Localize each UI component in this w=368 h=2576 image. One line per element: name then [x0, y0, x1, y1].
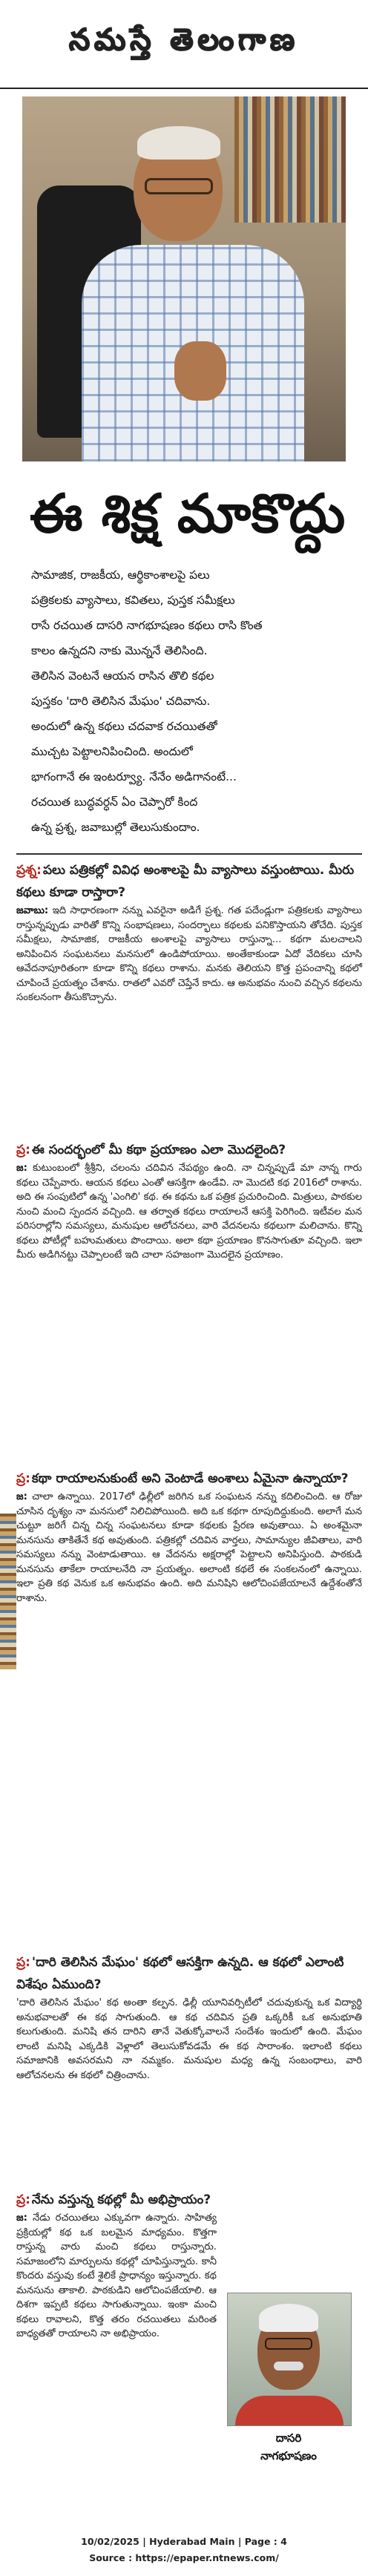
qa-item-1	[16, 859, 362, 1005]
masthead	[0, 0, 368, 89]
question-label: ప్ర:	[16, 1471, 30, 1486]
question-text: ఈ సందర్భంలో మీ కథా ప్రయాణం ఎలా మొదలైంది?	[31, 1143, 286, 1157]
question	[16, 1468, 362, 1490]
question-label: ప్ర:	[16, 2192, 30, 2207]
answer-label: జవాబు:	[16, 905, 49, 916]
portrait-glasses	[265, 2338, 312, 2350]
intro-line: రాసే రచయిత దాసరి నాగభూషణం కథలు రాసి కొంత	[31, 619, 263, 632]
answer-label: జ:	[16, 1491, 27, 1502]
answer	[16, 1490, 362, 1606]
glasses-image	[145, 178, 213, 194]
intro-line: రచయిత బుద్ధవర్ధన్‌ ఏం చెప్పారో కింద	[31, 795, 198, 809]
intro-line: పత్రికలకు వ్యాసాలు, కవితలు, పుస్తక సమీక్షలు	[31, 594, 235, 607]
answer-label: జ:	[16, 1163, 27, 1174]
hair-image	[137, 126, 220, 160]
intro-line: సామాజిక, రాజకీయ, ఆర్థికాంశాలపై పలు	[31, 568, 210, 582]
footer-source: Source : https://epaper.ntnews.com/	[89, 2552, 279, 2563]
portrait-hair	[259, 2304, 318, 2332]
portrait-mustache	[274, 2362, 303, 2370]
intro-line: ఉన్న ప్రశ్న, జవాబుల్లో తెలుసుకుందాం.	[31, 821, 200, 834]
intro-line: పుస్తకం 'దారి తెలిసిన మేఘం' చదివాను.	[31, 694, 211, 708]
answer	[16, 904, 362, 1005]
qa-item-5	[16, 2189, 217, 2342]
author-caption	[227, 2429, 350, 2465]
question-label: ప్ర:	[16, 1955, 30, 1970]
question-label: ప్ర:	[16, 1143, 30, 1157]
bookshelf-image	[234, 96, 346, 223]
question	[16, 1951, 362, 1996]
portrait-shirt	[235, 2396, 344, 2426]
question	[16, 1139, 362, 1161]
page-footer	[0, 2534, 368, 2566]
question-label: ప్రశ్న:	[16, 863, 42, 878]
question	[16, 859, 362, 904]
author-photo	[22, 96, 346, 461]
section-divider	[16, 853, 362, 855]
intro-line: ముచ్చట పెట్టాలనిపించింది. అందులో	[31, 745, 193, 758]
qa-item-3	[16, 1468, 362, 1606]
answer-text: ఇది సాధారణంగా నన్ను ఎవరైనా అడిగే ప్రశ్న. గత పదేండ్లుగా పత్రికలకు వ్యాసాలు రాస్తున్నప్పుడు వారితో కొన్ని సంభాషణలు, సందర్భాలు కథలకు పనికొస్తాయని తోచేది. పుస్తక సమీక్షలు, సామాజిక, రాజకీయ అంశాలపై వ్యాసాలు రాస్తున్నా... కథగా మలచాలని అనిపించిన సంఘటనలు మనసులో ఉండిపోయాయి. అంతేకాకుండా ఏదో వేదికలు చూసి ఆవేదనాపూరితంగా కూడా కొన్ని కథలు రాశాను. మనకు తెలియని కొత్త ప్రపంచాన్ని కథలో చూపించే ప్రయత్నం చేశాను. రాతలో ఎవరో చెప్తేనే కాదు. ఆ అనుభవం నుంచి వచ్చిన కథలను సంకలనంగా తీసుకొచ్చాను.	[16, 905, 362, 1003]
question-text: నేను వస్తున్న కథల్లో మీ అభిప్రాయం?	[31, 2192, 211, 2207]
question-text: పలు పత్రికల్లో వివిధ అంశాలపై మీ వ్యాసాలు వస్తుంటాయి. మీరు కథలు కూడా రాస్తారా?	[16, 863, 355, 900]
answer-text: నేడు రచయితలు ఎక్కువగా ఉన్నారు. సాహిత్య ప్రక్రియల్లో కథ ఒక బలమైన మాధ్యమం. కొత్తగా రాస్తున్న వారు మంచి కథలు రాస్తున్నారు. సమాజంలోని మార్పులను కథల్లో చూపిస్తున్నారు. కానీ కొందరు వస్తువు కంటే శైలికే ప్రాధాన్యం ఇస్తున్నారు. కథ మనసును తాకాలి. పాఠకుడిని ఆలోచింపజేయాలి. ఆ దిశగా ఇప్పటి కథలు సాగుతున్నాయి. ఇంకా మంచి కథలు రావాలని, కొత్త తరం రచయితలు మరింత బాధ్యతతో రాయాలని నా అభిప్రాయం.	[16, 2212, 217, 2339]
hand-image	[174, 341, 226, 401]
qa-item-2	[16, 1139, 362, 1263]
answer	[16, 1996, 362, 2083]
answer-text: 'దారి తెలిసిన మేఘం' కథ అంతా కల్పన. ఢిల్లీ యూనివర్సిటీలో చదువుకున్న ఒక విద్యార్థి అనుభవాలతో ఈ కథ సాగుతుంది. ఆ కథ చదివిన ప్రతి ఒక్కరికీ ఒక అనుభూతి కలుగుతుంది. మనిషి తన దారిని తానే వెతుక్కోవాలనే సందేశం ఇందులో ఉంది. మేఘం లాంటి మనిషి ఎక్కడికి వెళ్లాలో తెలుసుకోవడమే ఈ కథ సారాంశం. ఇలాంటి కథలు సమాజానికి అవసరమని నా నమ్మకం. మనుషుల మధ్య ఉన్న సంబంధాలు, వారి ఆలోచనలను ఈ కథలో చిత్రించాను.	[16, 1997, 362, 2081]
intro-line: తెలిసిన వెంటనే ఆయన రాసిన తొలి కథల	[31, 669, 214, 683]
author-name-line1: దాసరి	[275, 2431, 302, 2445]
author-portrait	[227, 2293, 352, 2426]
answer-text: చాలా ఉన్నాయి. 2017లో ఢిల్లీలో జరిగిన ఒక సంఘటన నన్ను కదిలించింది. ఆ రోజు చూసిన దృశ్యం నా మనసులో నిలిచిపోయింది. అది ఒక కథగా రూపుదిద్దుకుంది. అలాగే మన చుట్టూ జరిగే చిన్న చిన్న సంఘటనలు కూడా కథలకు ప్రేరణ అవుతాయి. ఏ అంశమైనా మనసును తాకితేనే కథ అవుతుంది. పత్రికల్లో చదివిన వార్తలు, సామాన్యుల జీవితాలు, వారి సమస్యలు నన్ను వెంటాడుతాయి. ఆ వేదనను అక్షరాల్లో పెట్టాలని అనిపిస్తుంది. పాఠకుడి మనసును తాకేలా రాయాలనేది నా ప్రయత్నం. అలాంటి కథలే ఈ సంకలనంలో ఉన్నాయి. ఇలా ప్రతి కథ వెనుక ఒక అనుభవం ఉంది. అది మనిషిని ఆలోచింపజేయాలనే ఉద్దేశంతోనే రాశాను.	[16, 1491, 362, 1604]
question	[16, 2189, 217, 2211]
question-text: 'దారి తెలిసిన మేఘం' కథలో ఆసక్తిగా ఉన్నది. ఆ కథలో ఎలాంటి విశేషం ఏముంది?	[16, 1955, 344, 1992]
intro-line: భాగంగానే ఈ ఇంటర్వ్యూ. నేనేం అడిగానంటే...	[31, 770, 237, 783]
answer-text: కుటుంబంలో శ్రీశ్రీని, చలంను చదివిన నేపథ్యం ఉంది. నా చిన్నప్పుడే మా నాన్న గారు కథలు చెప్పేవారు. ఆయన కథలు ఎంతో ఆసక్తిగా ఉండేవి. నా మొదటి కథ 2016లో రాశాను. అది ఈ సంపుటిలో ఉన్న 'ఎంగిలి' కథ. ఈ కథను ఒక పత్రిక ప్రచురించింది. మిత్రులు, పాఠకుల నుంచి మంచి స్పందన వచ్చింది. ఆ తర్వాత కథలు రాయాలనే ఆసక్తి పెరిగింది. ఇటీవల మన పరిసరాల్లోని సమస్యలు, మనుషుల ఆలోచనలు, వారి వేదనలను కథలుగా మలిచాను. కొన్ని కథలు పోటీల్లో బహుమతులు పొందాయి. అలా కథా ప్రయాణం కొనసాగుతూ వచ్చింది. ఇలా మీరు అడిగినట్టు చెప్పాలంటే ఇది చాలా సహజంగా మొదలైన ప్రయాణం.	[16, 1163, 362, 1261]
author-name-line2: నాగభూషణం	[260, 2449, 317, 2462]
article-intro	[31, 562, 355, 840]
bookshelf-strip	[0, 1514, 16, 1669]
newspaper-title: నమస్తే తెలంగాణ	[68, 23, 300, 57]
article-headline: ఈ శిక్ష మాకొద్దు	[30, 482, 346, 545]
answer-label: జ:	[16, 2212, 27, 2224]
answer	[16, 1161, 362, 1263]
qa-item-4	[16, 1951, 362, 2083]
answer	[16, 2211, 217, 2342]
question-text: కథా రాయాలనుకుంటే అని వెంటాడే అంశాలు ఏమైనా ఉన్నాయా?	[31, 1471, 349, 1486]
intro-line: కాలం ఉన్నదని నాకు మొన్ననే తెలిసింది.	[31, 644, 208, 657]
intro-line: అందులో ఉన్న కథలు చదవాక రచయితతో	[31, 720, 217, 733]
footer-edition: 10/02/2025 | Hyderabad Main | Page : 4	[81, 2536, 287, 2547]
